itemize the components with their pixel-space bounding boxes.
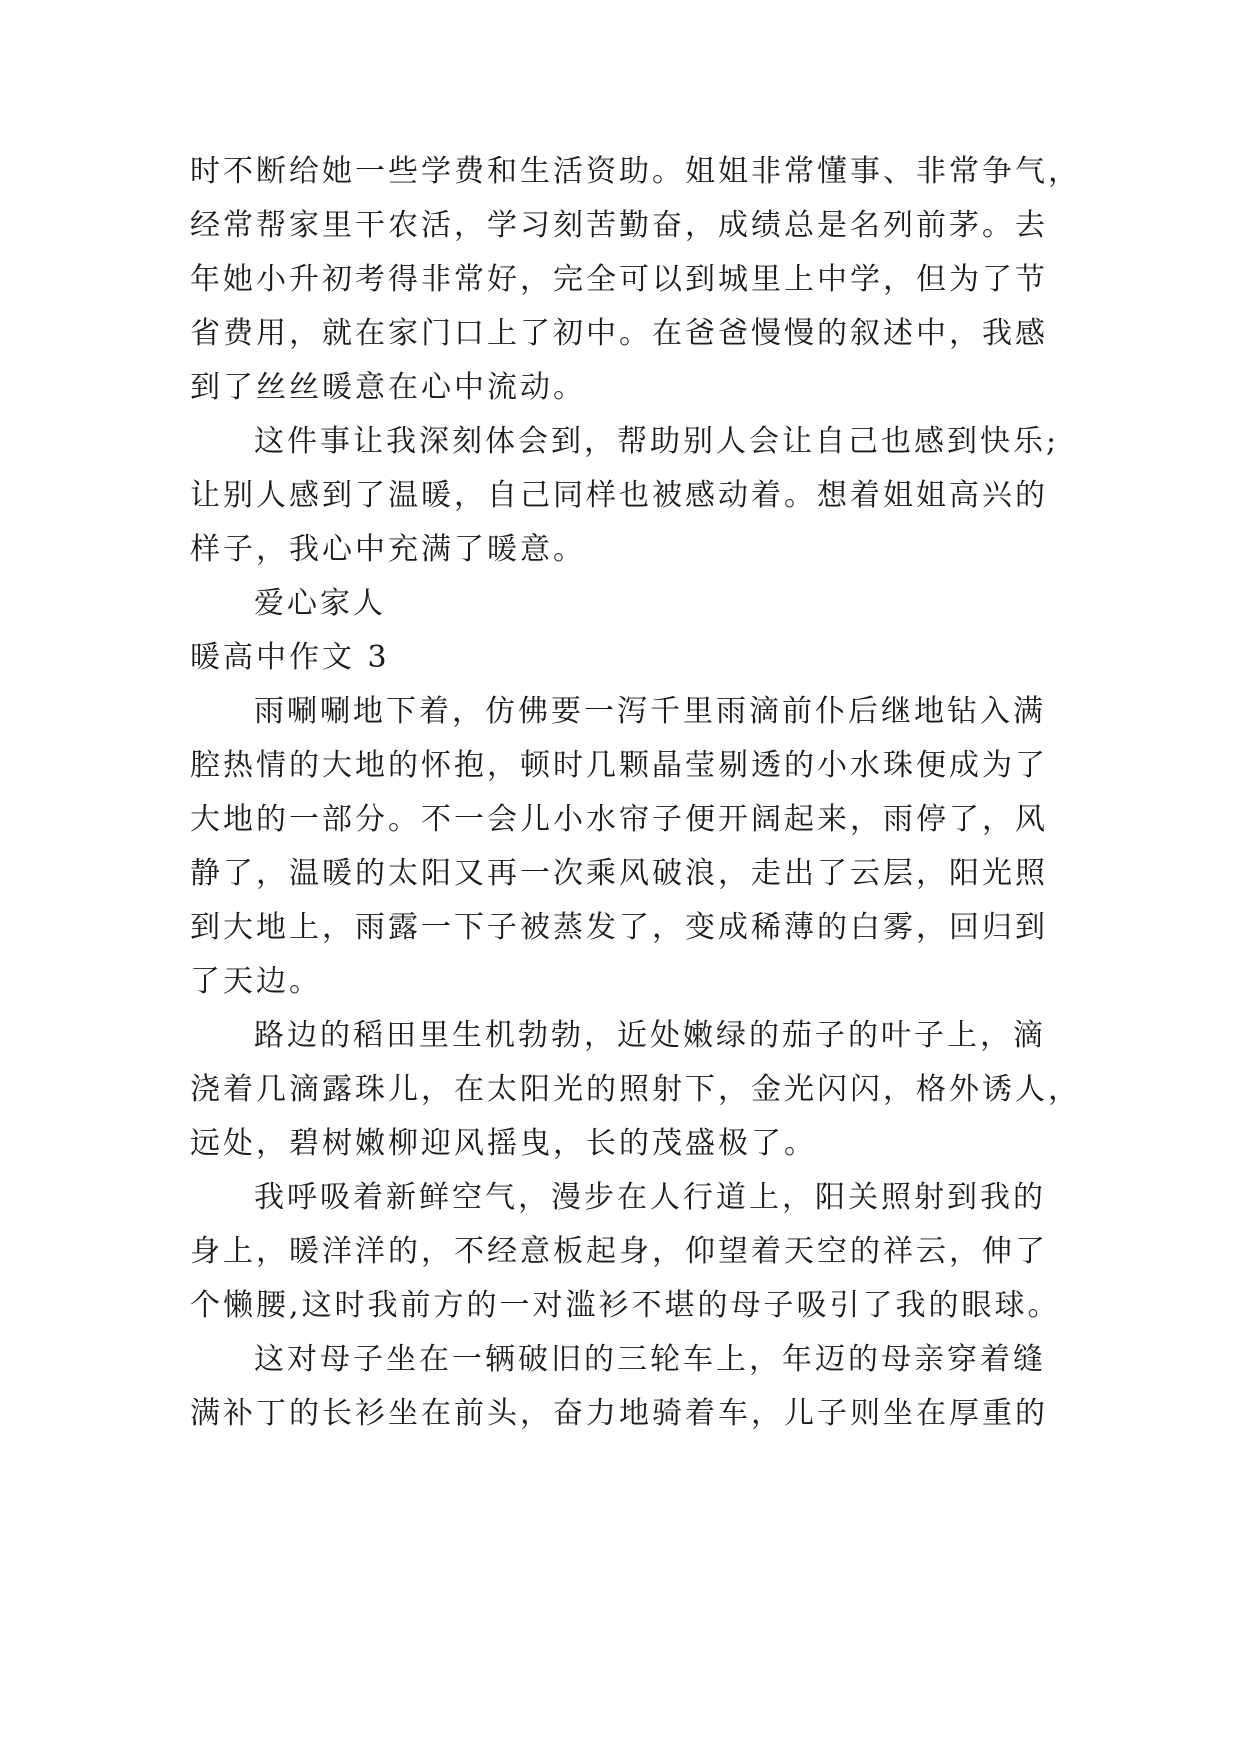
text-line: 了天边。: [190, 964, 322, 999]
text-line: 到了丝丝暖意在心中流动。: [190, 370, 586, 405]
text-line: 时不断给她一些学费和生活资助。姐姐非常懂事、非常争气，: [190, 154, 1081, 189]
text-line: 年她小升初考得非常好，完全可以到城里上中学，但为了节: [190, 262, 1048, 297]
text-line: 腔热情的大地的怀抱，顿时几颗晶莹剔透的小水珠便成为了: [190, 748, 1048, 783]
text-line: 经常帮家里干农活，学习刻苦勤奋，成绩总是名列前茅。去: [190, 208, 1048, 243]
section-heading: 暖高中作文 3: [190, 640, 390, 675]
text-line: 身上，暖洋洋的，不经意板起身，仰望着天空的祥云，伸了: [190, 1234, 1048, 1269]
text-line: 到大地上，雨露一下子被蒸发了，变成稀薄的白雾，回归到: [190, 910, 1048, 945]
text-line: 静了，温暖的太阳又再一次乘风破浪，走出了云层，阳光照: [190, 856, 1048, 891]
text-line: 大地的一部分。不一会儿小水帘子便开阔起来，雨停了，风: [190, 802, 1048, 837]
paragraph-start-line: 路边的稻田里生机勃勃，近处嫩绿的茄子的叶子上，滴: [254, 1018, 1046, 1053]
text-line: 个懒腰,这时我前方的一对滥衫不堪的母子吸引了我的眼球。: [190, 1288, 1061, 1323]
text-line: 省费用，就在家门口上了初中。在爸爸慢慢的叙述中，我感: [190, 316, 1048, 351]
text-line: 样子，我心中充满了暖意。: [190, 532, 586, 567]
text-line: 让别人感到了温暖，自己同样也被感动着。想着姐姐高兴的: [190, 478, 1048, 513]
text-line: 远处，碧树嫩柳迎风摇曳，长的茂盛极了。: [190, 1126, 817, 1161]
paragraph-start-line: 这对母子坐在一辆破旧的三轮车上，年迈的母亲穿着缝: [254, 1342, 1046, 1377]
text-line: 满补丁的长衫坐在前头，奋力地骑着车，儿子则坐在厚重的: [190, 1396, 1048, 1431]
text-line: 浇着几滴露珠儿，在太阳光的照射下，金光闪闪，格外诱人，: [190, 1072, 1081, 1107]
signature-line: 爱心家人: [254, 586, 386, 621]
paragraph-start-line: 这件事让我深刻体会到，帮助别人会让自己也感到快乐;: [254, 424, 1060, 459]
paragraph-start-line: 我呼吸着新鲜空气，漫步在人行道上，阳关照射到我的: [254, 1180, 1046, 1215]
paragraph-start-line: 雨唰唰地下着，仿佛要一泻千里雨滴前仆后继地钻入满: [254, 694, 1046, 729]
